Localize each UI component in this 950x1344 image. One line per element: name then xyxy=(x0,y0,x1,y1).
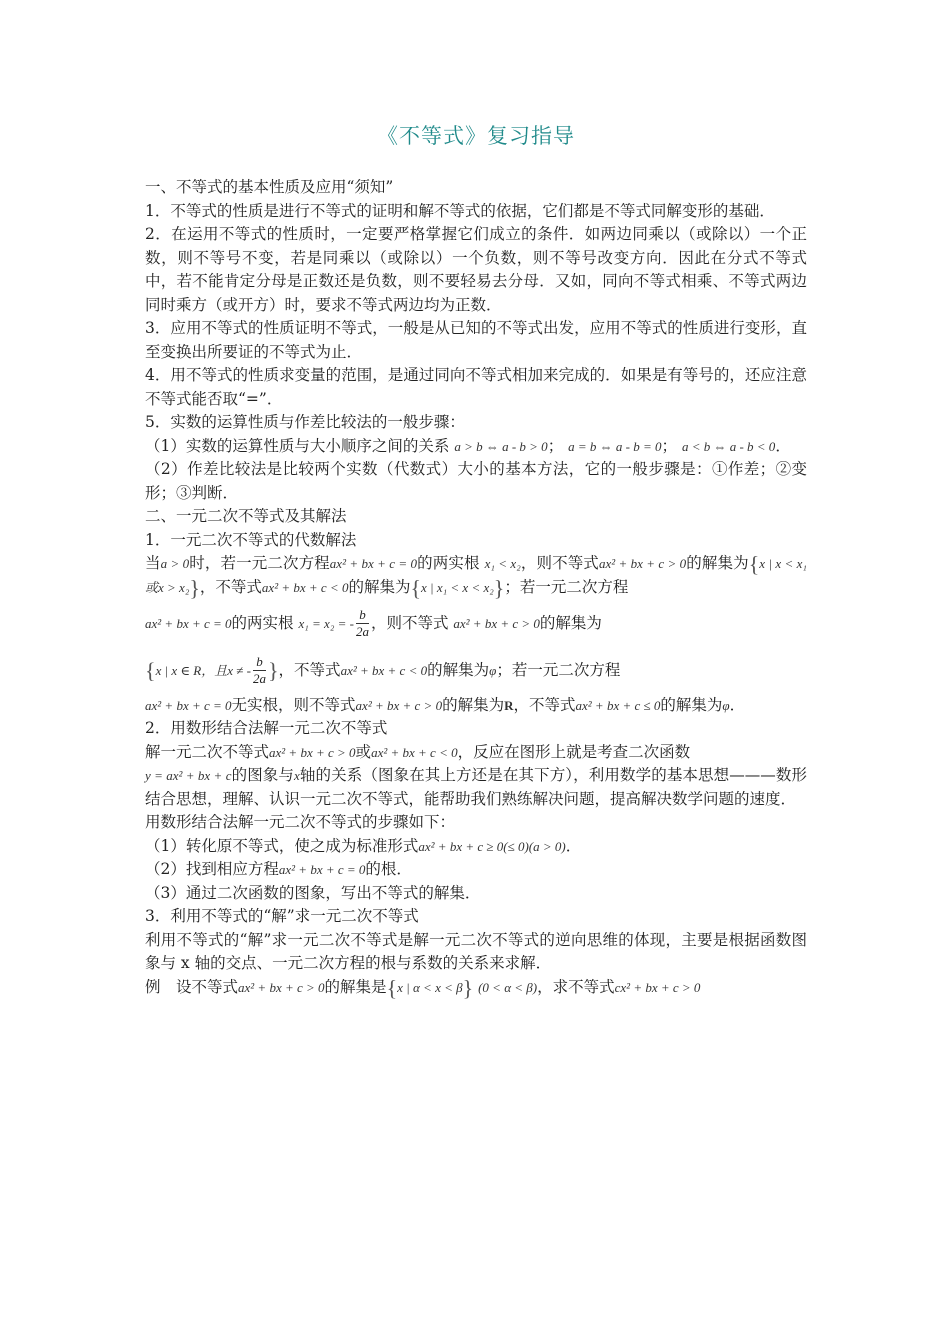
s2-sub1: 1．一元二次不等式的代数解法 xyxy=(145,530,357,549)
s1-point1: 1．不等式的性质是进行不等式的证明和解不等式的依据，它们都是不等式同解变形的基础． xyxy=(145,201,775,220)
math-set-between: x | x₁ < x < x₂ xyxy=(421,579,494,595)
s1-point4: 4．用不等式的性质求变量的范围，是通过同向不等式相加来完成的．如果是有等号的，还应注意不等式能否取“=”． xyxy=(145,366,807,408)
s2-sub2: 2．用数形结合法解一元二次不等式 xyxy=(145,719,388,737)
s1-point5b: （2）作差比较法是比较两个实数（代数式）大小的基本方法，它的一般步骤是：①作差；②变形；③判断． xyxy=(145,460,807,502)
section2-heading: 二、一元二次不等式及其解法 xyxy=(145,507,347,525)
example-line: 例 设不等式ax² + bx + c > 0的解集是{x | α < x < β} (0 < α < β)，求不等式cx² + bx + c > 0 xyxy=(145,974,701,1000)
document-page xyxy=(145,120,807,999)
math-lt-rel: a < b ⇔ a - b < 0 xyxy=(681,438,776,454)
s2-double-root-cont: {x | x ∈ R，且x ≠ - $\frac{b}{2a}$ }，不等式ax² + bx + c < 0的解集为φ；若一元二次方程 xyxy=(145,654,621,686)
math-gt-rel: a > b ⇔ a - b > 0 xyxy=(454,438,548,454)
math-set-except: x | x ∈ R，且x ≠ - xyxy=(155,662,251,678)
s2-sub3: 3．利用不等式的“解”求一元二次不等式 xyxy=(145,907,419,925)
math-example-set: x | α < x < β xyxy=(397,979,463,995)
section1-heading: 一、不等式的基本性质及应用“须知” xyxy=(145,178,394,196)
s2-step2: （2）找到相应方程ax² + bx + c = 0的根． xyxy=(145,860,412,878)
s1-point3: 3．应用不等式的性质证明不等式，一般是从已知的不等式出发，应用不等式的性质进行变形，直至变换出所要证的不等式为止． xyxy=(145,319,807,361)
s1-point2: 2．在运用不等式的性质时，一定要严格掌握它们成立的条件．如两边同乘以（或除以）一个正数，则不等号不变，若是同乘以（或除以）一个负数，则不等号改变方向．因此在分式不等式中，若不能肯定分母是正数还是负数，则不要轻易去分母．又如，同向不等式相乘、不等式两边同时乘方（或开方）时，要求不等式两边均为正数． xyxy=(145,225,807,314)
s2-step1: （1）转化原不等式，使之成为标准形式ax² + bx + c ≥ 0(≤ 0)(a > 0)． xyxy=(145,836,582,855)
math-set-outside: x | x < x₁或x > x₂ xyxy=(145,556,807,595)
s2-graph-para: 解一元二次不等式ax² + bx + c > 0或ax² + bx + c < 0，反应在图形上就是考查二次函数 y = ax² + bx + c的图象与x轴的关系（图象在其上方还是在其下方），利用数学的基本思想———数形结合思想，理解、认识一元二次不等式，能帮助我们熟练解决问题，提高解决数学问题的速度． xyxy=(145,742,807,808)
s2-double-root: ax² + bx + c = 0的两实根 x₁ = x₂ = - $\frac{b}{2a}$ ，则不等式 ax² + bx + c > 0的解集为 xyxy=(145,607,602,639)
math-eq-rel: a = b ⇔ a - b = 0 xyxy=(568,438,662,454)
document-title: 《不等式》复习指导 xyxy=(377,124,575,148)
s2-steps-title: 用数形结合法解一元二次不等式的步骤如下： xyxy=(145,813,456,831)
fraction-b-over-2a: $\frac{b}{2a}$ xyxy=(355,607,369,639)
s2-step3: （3）通过二次函数的图象，写出不等式的解集． xyxy=(145,883,481,902)
s2-use-para: 利用不等式的“解”求一元二次不等式是解一元二次不等式的逆向思维的体现，主要是根据函数图象与 x 轴的交点、一元二次方程的根与系数的关系来求解． xyxy=(145,930,807,972)
s1-point5a-text: （1）实数的运算性质与大小顺序之间的关系 xyxy=(145,436,450,455)
s1-point5a: （1）实数的运算性质与大小顺序之间的关系 a > b ⇔ a - b > 0； a = b ⇔ a - b = 0； a < b ⇔ a - b < 0． xyxy=(145,436,791,455)
s2-algebraic-para: 当a > 0时，若一元二次方程ax² + bx + c = 0的两实根 x₁ < x₂，则不等式ax² + bx + c > 0的解集为{x | x < x₁或x > x₂}，不等式ax² + bx + c < 0的解集为{x | x₁ < x < x₂}；若一元二次方程 xyxy=(145,551,807,600)
s2-no-root: ax² + bx + c = 0无实根，则不等式ax² + bx + c > 0的解集为R，不等式ax² + bx + c ≤ 0的解集为φ． xyxy=(145,695,746,714)
s1-point5: 5．实数的运算性质与作差比较法的一般步骤： xyxy=(145,413,465,431)
